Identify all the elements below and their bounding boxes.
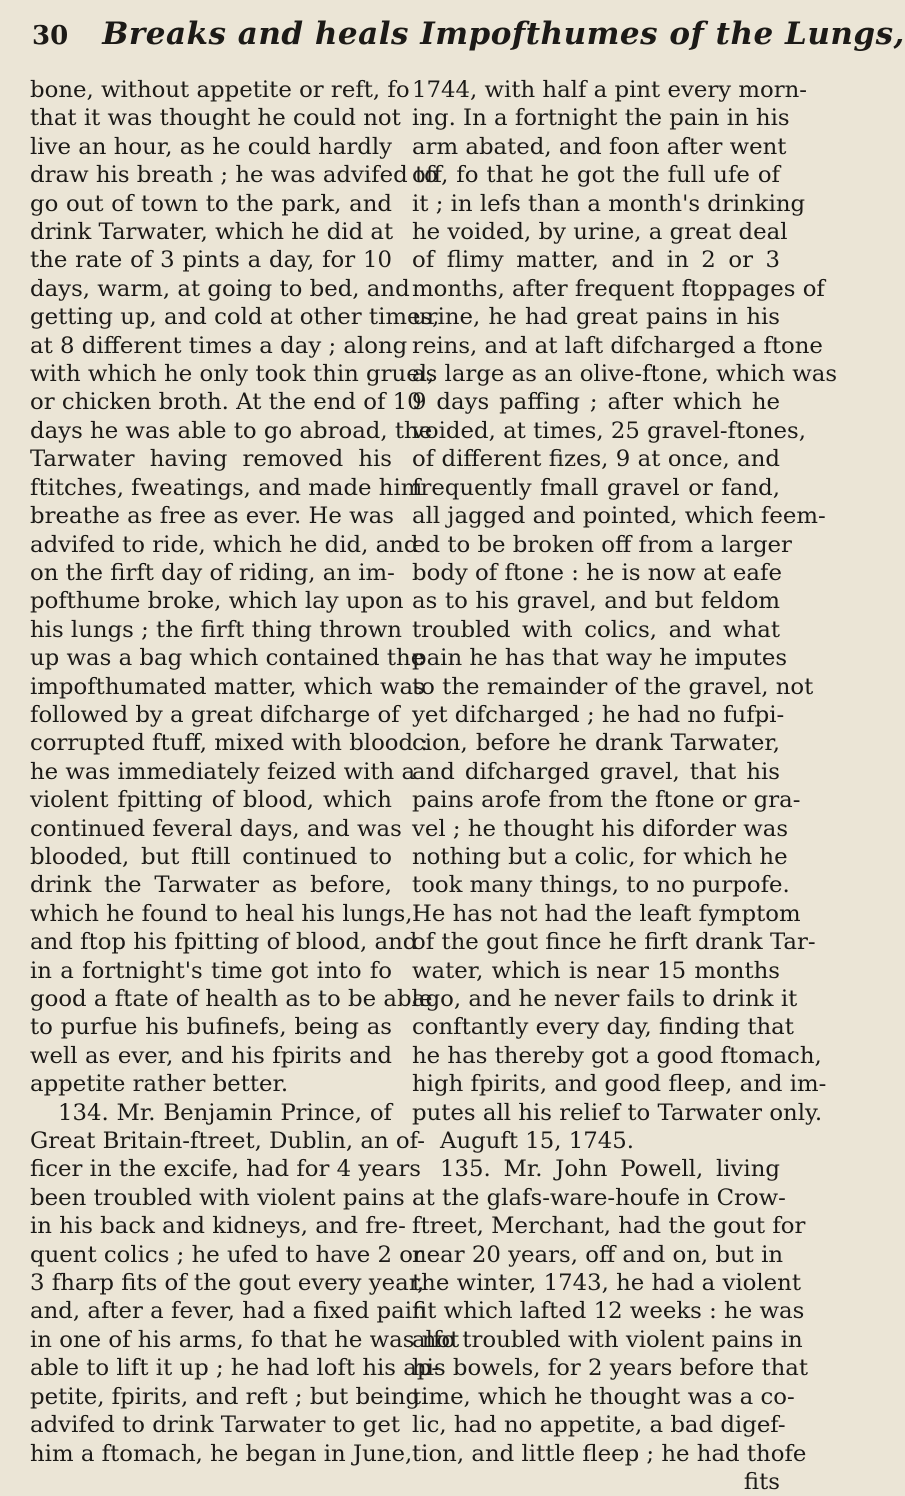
text-line: blooded, but ftill continued to bbox=[30, 843, 392, 870]
text-line: near 20 years, off and on, but in bbox=[412, 1241, 784, 1268]
text-line: getting up, and cold at other times, bbox=[30, 304, 440, 331]
text-line: cion, before he drank Tarwater, bbox=[412, 730, 780, 757]
text-line: advifed to drink Tarwater to get bbox=[30, 1412, 400, 1439]
text-line: he voided, by urine, a great deal bbox=[412, 219, 788, 246]
text-line: 9 days paffing ; after which he bbox=[412, 389, 780, 416]
text-line: arm abated, and foon after went bbox=[412, 133, 787, 160]
text-line: on the firft day of riding, an im- bbox=[30, 559, 395, 586]
text-line: all jagged and pointed, which feem- bbox=[412, 503, 826, 530]
text-line: impofthumated matter, which was bbox=[30, 673, 425, 700]
text-line: ftitches, fweatings, and made him bbox=[30, 474, 423, 501]
text-line: drink the Tarwater as before, bbox=[30, 872, 392, 899]
text-line: in his back and kidneys, and fre- bbox=[30, 1213, 406, 1240]
text-line: that it was thought he could not bbox=[30, 105, 401, 132]
text-line: as to his gravel, and but feldom bbox=[412, 588, 780, 615]
text-line: been troubled with violent pains bbox=[30, 1184, 405, 1211]
text-line: ing. In a fortnight the pain in his bbox=[412, 105, 790, 132]
text-line: and difcharged gravel, that his bbox=[412, 758, 780, 785]
text-line: He has not had the leaft fymptom bbox=[412, 900, 801, 927]
page-number: 30 bbox=[32, 21, 69, 51]
text-line: of flimy matter, and in 2 or 3 bbox=[412, 247, 780, 274]
text-line: ed to be broken off from a larger bbox=[412, 531, 792, 558]
text-line: go out of town to the park, and bbox=[30, 190, 392, 217]
text-line: live an hour, as he could hardly bbox=[30, 133, 392, 160]
text-line: and ftop his fpitting of blood, and bbox=[30, 929, 418, 956]
text-line: conftantly every day, finding that bbox=[412, 1014, 794, 1041]
text-line: able to lift it up ; he had loft his ap- bbox=[30, 1355, 440, 1382]
text-line: advifed to ride, which he did, and bbox=[30, 531, 419, 558]
text-line: days he was able to go abroad, the bbox=[30, 417, 433, 444]
text-line: ftreet, Merchant, had the gout for bbox=[412, 1213, 806, 1240]
text-line: voided, at times, 25 gravel-ftones, bbox=[412, 417, 806, 444]
text-line: fits bbox=[743, 1468, 780, 1495]
text-line: his bowels, for 2 years before that bbox=[412, 1355, 809, 1382]
text-line: months, after frequent ftoppages of bbox=[412, 275, 825, 302]
text-line: high fpirits, and good fleep, and im- bbox=[412, 1071, 827, 1098]
text-line: and, after a fever, had a fixed pain bbox=[30, 1298, 427, 1325]
text-line: corrupted ftuff, mixed with blood : bbox=[30, 730, 429, 757]
text-line: the rate of 3 pints a day, for 10 bbox=[30, 247, 392, 274]
text-line: off, fo that he got the full ufe of bbox=[412, 162, 780, 189]
text-line: frequently fmall gravel or fand, bbox=[412, 474, 780, 501]
text-line: Great Britain-ftreet, Dublin, an of- bbox=[30, 1128, 425, 1155]
text-line: to purfue his bufinefs, being as bbox=[30, 1014, 392, 1041]
text-line: 1744, with half a pint every morn- bbox=[412, 77, 807, 103]
text-line: pofthume broke, which lay upon bbox=[30, 588, 404, 615]
text-line: of the gout fince he firft drank Tar- bbox=[412, 929, 816, 956]
text-line: vel ; he thought his diforder was bbox=[412, 815, 789, 842]
text-line: his lungs ; the firft thing thrown bbox=[30, 616, 402, 643]
running-title: Breaks and heals Impofthumes of the Lungs, bbox=[102, 16, 905, 52]
right-text-column bbox=[412, 76, 838, 1496]
text-line: to the remainder of the gravel, not bbox=[412, 673, 814, 700]
text-line: breathe as free as ever. He was bbox=[30, 503, 394, 530]
text-line: he has thereby got a good ftomach, bbox=[412, 1042, 822, 1069]
text-line: in one of his arms, fo that he was not bbox=[30, 1326, 460, 1353]
text-line: violent fpitting of blood, which bbox=[30, 787, 392, 814]
text-line: appetite rather better. bbox=[30, 1071, 289, 1098]
text-line: 3 fharp fits of the gout every year, bbox=[30, 1270, 425, 1297]
text-line: as large as an olive-ftone, which was bbox=[412, 361, 838, 388]
text-line: 135. Mr. John Powell, living bbox=[440, 1156, 780, 1183]
page-header bbox=[32, 16, 905, 66]
text-line: well as ever, and his fpirits and bbox=[30, 1042, 392, 1069]
text-line: of different fizes, 9 at once, and bbox=[412, 446, 780, 473]
text-line: nothing but a colic, for which he bbox=[412, 843, 788, 870]
text-line: it ; in lefs than a month's drinking bbox=[412, 190, 806, 217]
text-line: followed by a great difcharge of bbox=[30, 701, 400, 728]
text-line: in a fortnight's time got into fo bbox=[30, 957, 392, 984]
text-line: reins, and at laft difcharged a ftone bbox=[412, 332, 823, 359]
text-line: troubled with colics, and what bbox=[412, 616, 780, 643]
text-line: pains arofe from the ftone or gra- bbox=[412, 787, 801, 814]
text-line: yet difcharged ; he had no fufpi- bbox=[412, 701, 785, 728]
text-line: body of ftone : he is now at eafe bbox=[412, 559, 782, 586]
text-line: pain he has that way he imputes bbox=[412, 645, 788, 672]
text-line: or chicken broth. At the end of 10 bbox=[30, 389, 422, 416]
text-line: days, warm, at going to bed, and bbox=[30, 275, 410, 302]
text-line: water, which is near 15 months bbox=[412, 957, 780, 984]
text-line: draw his breath ; he was advifed to bbox=[30, 162, 438, 189]
text-line: took many things, to no purpofe. bbox=[412, 872, 790, 899]
text-line: quent colics ; he ufed to have 2 or bbox=[30, 1241, 424, 1268]
text-line: with which he only took thin gruel, bbox=[30, 361, 435, 388]
text-line: drink Tarwater, which he did at bbox=[30, 219, 394, 246]
text-line: Auguft 15, 1745. bbox=[440, 1128, 635, 1155]
text-line: ago, and he never fails to drink it bbox=[412, 986, 798, 1012]
text-line: continued feveral days, and was bbox=[30, 815, 402, 842]
text-line: him a ftomach, he began in June, bbox=[30, 1440, 413, 1467]
text-line: at the glafs-ware-houfe in Crow- bbox=[412, 1184, 786, 1211]
text-line: the winter, 1743, he had a violent bbox=[412, 1270, 802, 1297]
text-line: time, which he thought was a co- bbox=[412, 1383, 795, 1410]
text-line: putes all his relief to Tarwater only. bbox=[412, 1099, 823, 1126]
text-line: alfo troubled with violent pains in bbox=[412, 1326, 803, 1353]
left-text-column bbox=[30, 76, 460, 1468]
text-line: Tarwater having removed his bbox=[30, 446, 392, 473]
text-line: urine, he had great pains in his bbox=[412, 304, 780, 331]
text-line: which he found to heal his lungs, bbox=[30, 900, 413, 927]
text-line: at 8 different times a day ; along bbox=[30, 332, 408, 359]
text-line: tion, and little fleep ; he had thofe bbox=[412, 1440, 807, 1467]
text-line: fit which lafted 12 weeks : he was bbox=[412, 1298, 805, 1325]
text-line: bone, without appetite or reft, fo bbox=[30, 77, 410, 103]
text-line: petite, fpirits, and reft ; but being bbox=[30, 1383, 421, 1410]
text-line: ficer in the excife, had for 4 years bbox=[30, 1156, 421, 1183]
text-line: up was a bag which contained the bbox=[30, 645, 425, 672]
text-line: 134. Mr. Benjamin Prince, of bbox=[58, 1099, 392, 1126]
text-line: lic, had no appetite, a bad digef- bbox=[412, 1412, 786, 1439]
text-line: good a ftate of health as to be able bbox=[30, 986, 433, 1012]
text-line: he was immediately feized with a bbox=[30, 758, 416, 785]
